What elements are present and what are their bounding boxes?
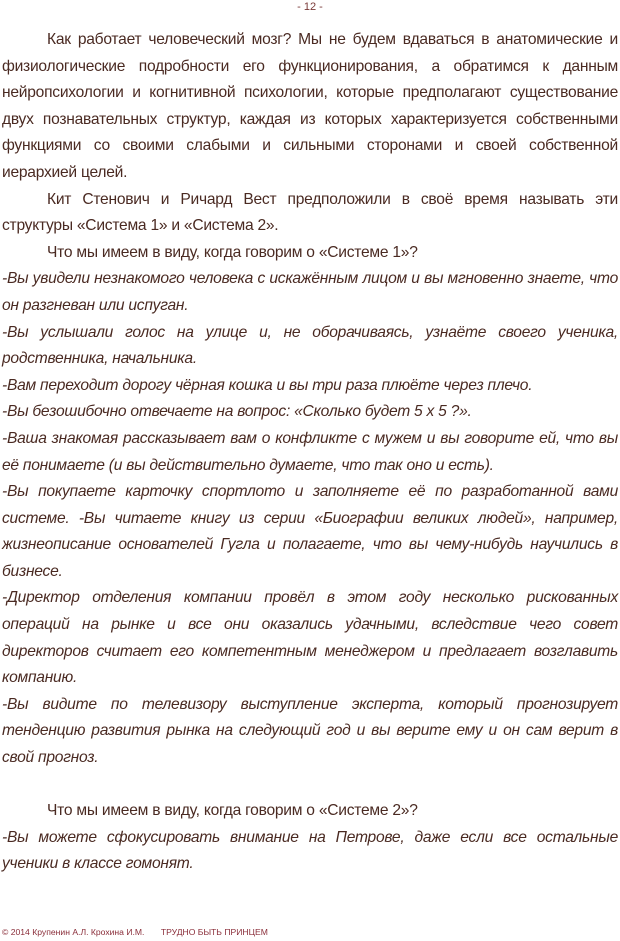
example-system-1-voice: -Вы услышали голос на улице и, не оборачиваясь, узнаёте своего ученика, родственника, начальника.	[2, 323, 618, 368]
page-number: - 12 -	[297, 1, 323, 13]
example-system-1-face: -Вы увидели незнакомого человека с искажённым лицом и вы мгновенно знаете, что он разгневан или испуган.	[2, 270, 618, 314]
example-system-1-black-cat: -Вам переходит дорогу чёрная кошка и вы три раза плюёте через плечо.	[2, 376, 533, 394]
example-system-1-friend: -Ваша знакомая рассказывает вам о конфликте с мужем и вы говорите ей, что вы её понимаете (и вы действительно думаете, что так оно и есть).	[2, 429, 618, 474]
example-system-1-director: -Директор отделения компании провёл в этом году несколько рискованных операций на рынке и все они оказались удачными, вследствие чего совет директоров считает его компетентным менеджером и предлагает возглавить компанию.	[2, 589, 618, 687]
example-system-1-arithmetic: -Вы безошибочно отвечаете на вопрос: «Сколько будет 5 х 5 ?».	[2, 403, 472, 421]
document-body	[2, 27, 618, 878]
example-system-2-focus: -Вы можете сфокусировать внимание на Петрове, даже если все остальные ученики в классе гомонят.	[2, 828, 618, 873]
question-system-2: Что мы имеем в виду, когда говорим о «Системе 2»?	[47, 802, 418, 820]
blank-line	[2, 772, 618, 799]
example-system-1-expert: -Вы видите по телевизору выступление эксперта, который прогнозирует тенденцию развития рынка на следующий год и вы верите ему и он сам верит в свой прогноз.	[2, 695, 618, 767]
footer-copyright: © 2014 Крупенин А.Л. Крохина И.М.	[2, 927, 145, 937]
question-system-1: Что мы имеем в виду, когда говорим о «Системе 1»?	[47, 243, 418, 261]
paragraph-intro: Как работает человеческий мозг? Мы не будем вдаваться в анатомические и физиологические подробности его функционирования, а обратимся к данным нейропсихологии и когнитивной психологии, которые предполагают существование двух познавательных структур, каждая из которых характеризуется собственными функциями со своими слабыми и сильными сторонами и своей собственной иерархией целей.	[2, 31, 618, 181]
footer-book-title: ТРУДНО БЫТЬ ПРИНЦЕМ	[160, 927, 268, 937]
page-footer	[2, 927, 268, 938]
paragraph-stanovich-west: Кит Стенович и Ричард Вест предположили в своё время называть эти структуры «Система 1» и «Система 2».	[2, 190, 618, 235]
example-system-1-lottery-biography: -Вы покупаете карточку спортлото и заполняете её по разработанной вами системе. -Вы читаете книгу из серии «Биографии великих людей», например, жизнеописание основателей Гугла и полагаете, что вы чему-нибудь научились в бизнесе.	[2, 483, 618, 580]
